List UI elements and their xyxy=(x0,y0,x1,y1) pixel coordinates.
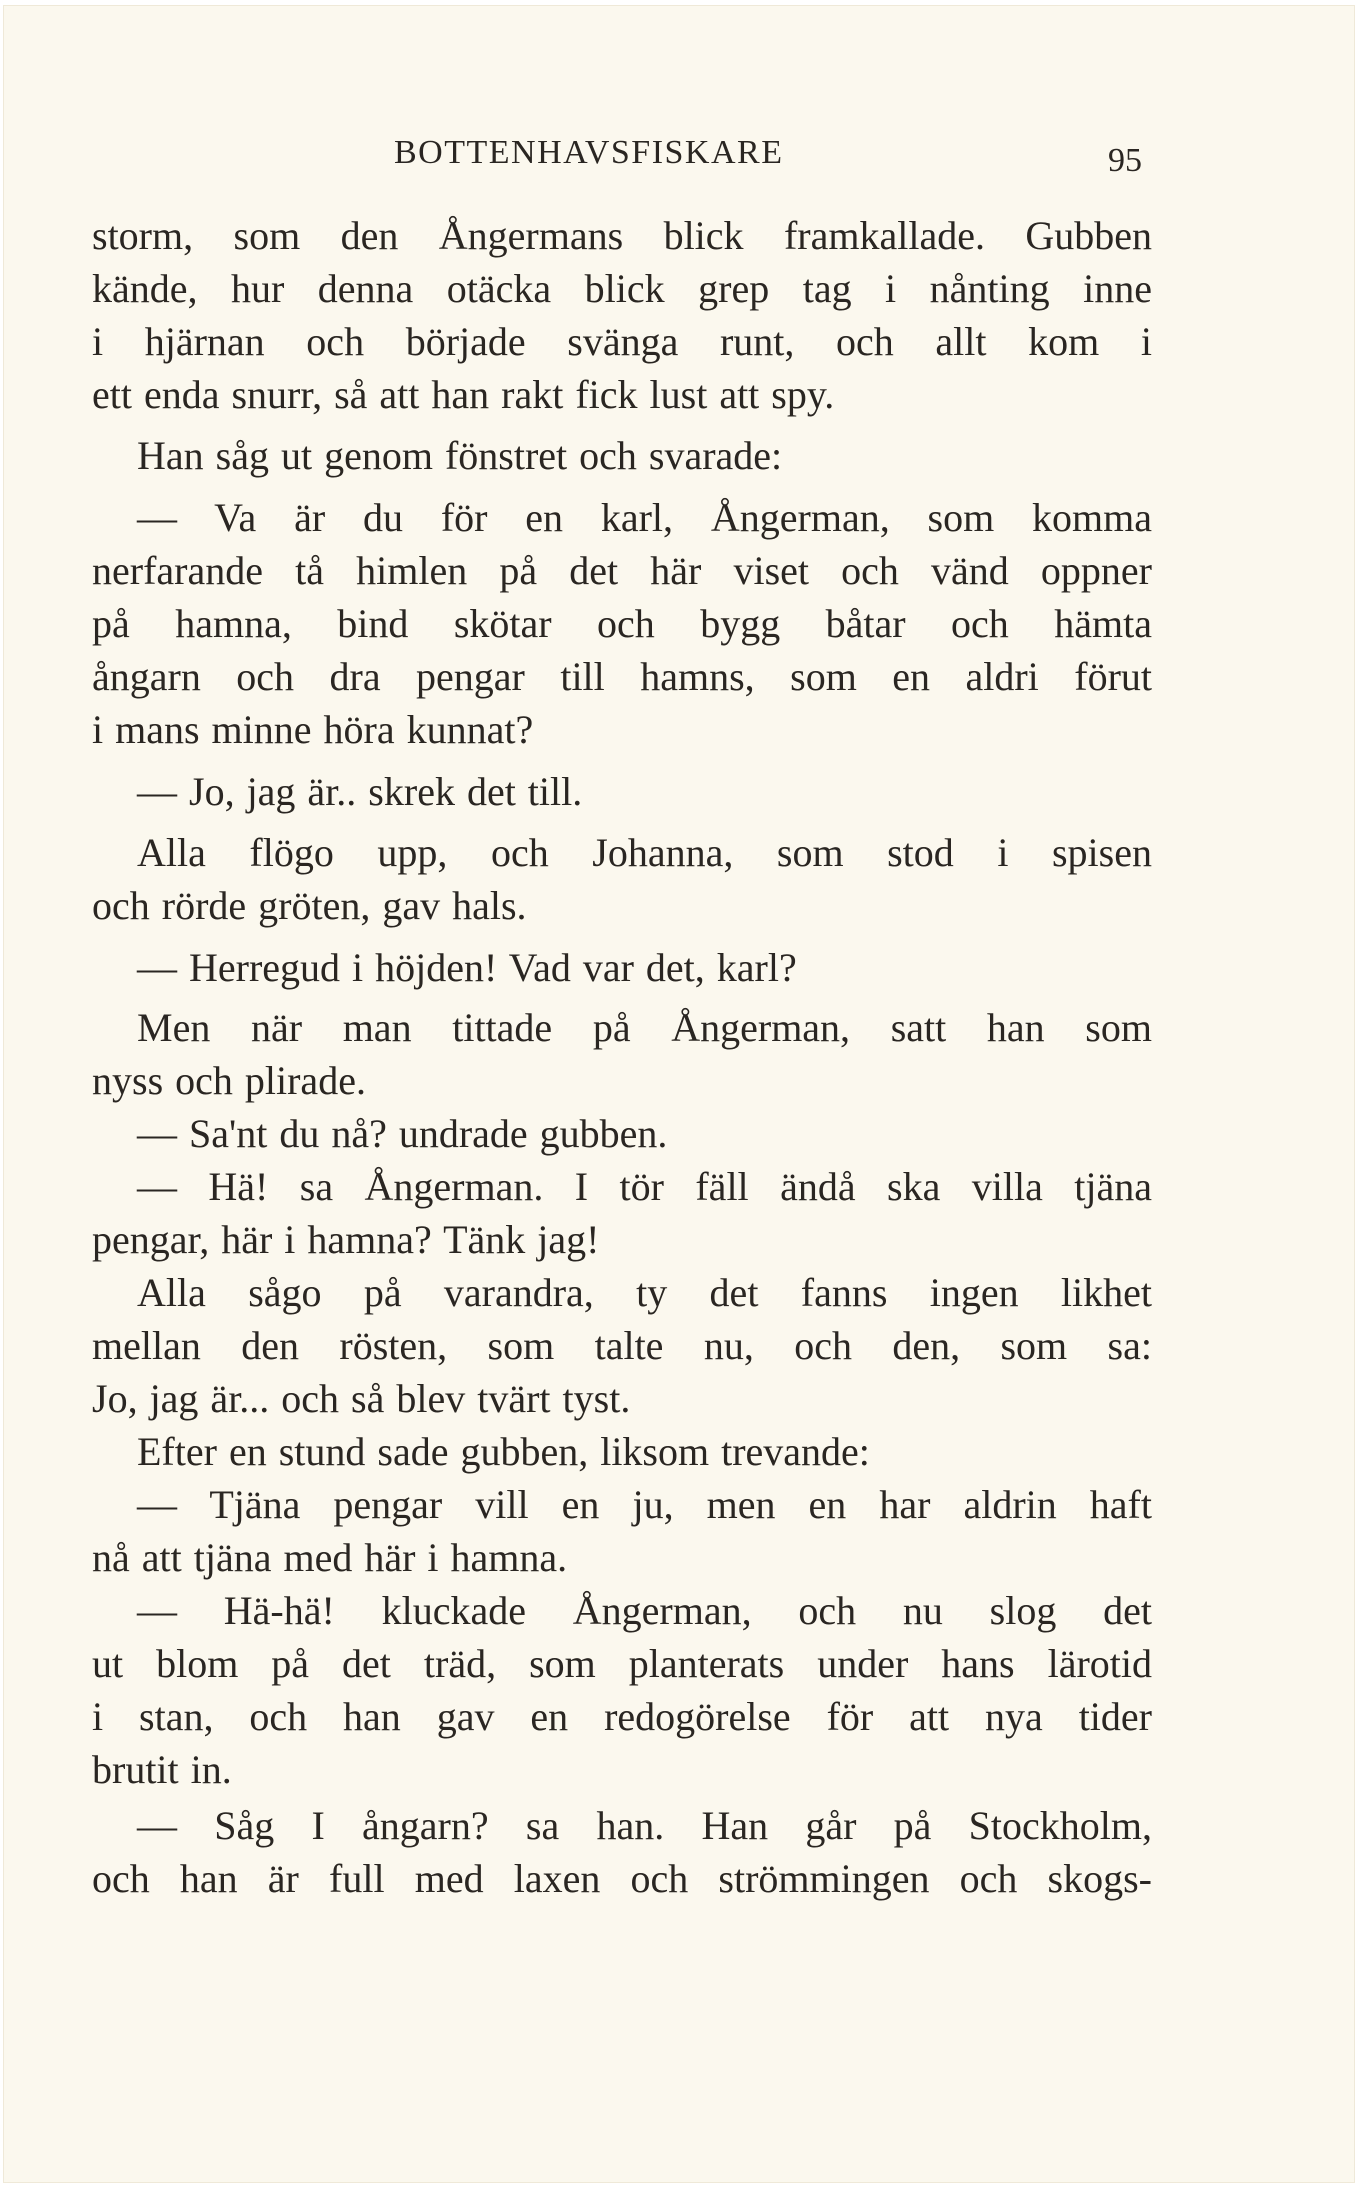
text-line: i stan, och han gav en redogörelse för att nya tider xyxy=(92,1694,1152,1739)
text-line: nyss och plirade. xyxy=(92,1058,366,1103)
text-line: Men när man tittade på Ångerman, satt han som xyxy=(137,1005,1152,1050)
text-line: och han är full med laxen och strömmingen och skogs- xyxy=(92,1856,1152,1901)
text-line: — Hä! sa Ångerman. I tör fäll ändå ska villa tjäna xyxy=(137,1164,1152,1209)
text-line: — Va är du för en karl, Ångerman, som komma xyxy=(137,495,1152,540)
text-line: och rörde gröten, gav hals. xyxy=(92,883,527,928)
text-line: Alla sågo på varandra, ty det fanns ingen likhet xyxy=(137,1270,1152,1315)
text-line: — Hä-hä! kluckade Ångerman, och nu slog det xyxy=(137,1588,1152,1633)
text-line: Jo, jag är... och så blev tvärt tyst. xyxy=(92,1376,631,1421)
page-header xyxy=(4,134,1354,184)
text-line: — Jo, jag är.. skrek det till. xyxy=(137,769,583,814)
text-line: pengar, här i hamna? Tänk jag! xyxy=(92,1217,600,1262)
text-line: Han såg ut genom fönstret och svarade: xyxy=(137,433,783,478)
book-page xyxy=(4,6,1354,2182)
text-line: Efter en stund sade gubben, liksom trevande: xyxy=(137,1429,870,1474)
text-line: ångarn och dra pengar till hamns, som en aldri förut xyxy=(92,654,1152,699)
text-line: nå att tjäna med här i hamna. xyxy=(92,1535,568,1580)
page-number: 95 xyxy=(1108,142,1142,179)
text-line: Alla flögo upp, och Johanna, som stod i spisen xyxy=(137,830,1152,875)
text-line: — Sa'nt du nå? undrade gubben. xyxy=(137,1111,668,1156)
text-line: mellan den rösten, som talte nu, och den, som sa: xyxy=(92,1323,1152,1368)
text-line: i mans minne höra kunnat? xyxy=(92,707,534,752)
text-line: kände, hur denna otäcka blick grep tag i nånting inne xyxy=(92,266,1152,311)
text-line: ut blom på det träd, som planterats under hans lärotid xyxy=(92,1641,1152,1686)
text-line: i hjärnan och började svänga runt, och allt kom i xyxy=(92,319,1152,364)
text-line: storm, som den Ångermans blick framkallade. Gubben xyxy=(92,213,1152,258)
text-line: ett enda snurr, så att han rakt fick lust att spy. xyxy=(92,372,835,417)
text-line: brutit in. xyxy=(92,1747,232,1792)
text-line: — Herregud i höjden! Vad var det, karl? xyxy=(137,945,797,990)
text-line: — Såg I ångarn? sa han. Han går på Stockholm, xyxy=(137,1803,1152,1848)
running-head: BOTTENHAVSFISKARE xyxy=(394,134,784,171)
text-line: — Tjäna pengar vill en ju, men en har aldrin haft xyxy=(137,1482,1152,1527)
text-line: nerfarande tå himlen på det här viset och vänd oppner xyxy=(92,548,1152,593)
text-line: på hamna, bind skötar och bygg båtar och hämta xyxy=(92,601,1152,646)
